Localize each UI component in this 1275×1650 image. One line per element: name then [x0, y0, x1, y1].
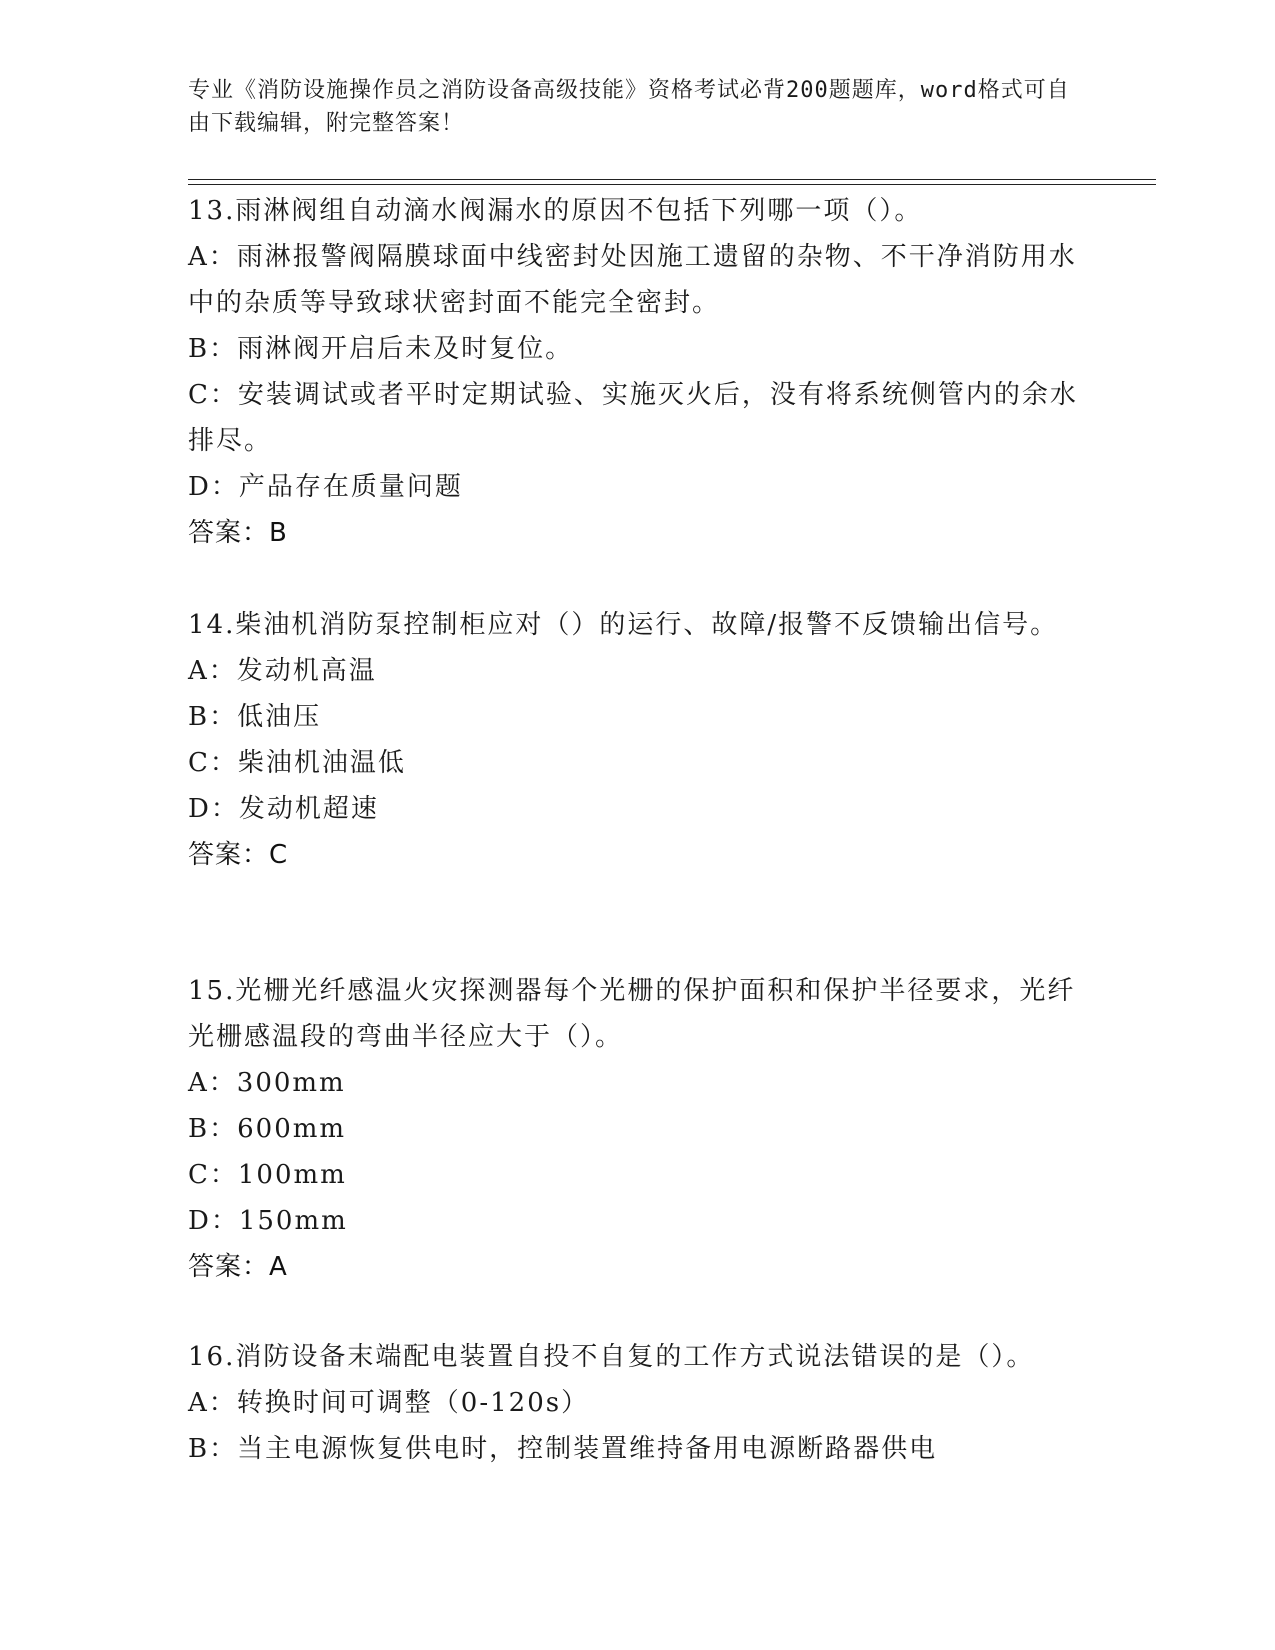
question-stem: 15.光栅光纤感温火灾探测器每个光栅的保护面积和保护半径要求，光纤光栅感温段的弯曲半径应大于（）。: [188, 976, 1076, 1052]
option-c: C：安装调试或者平时定期试验、实施灭火后，没有将系统侧管内的余水排尽。: [188, 380, 1078, 456]
option-d: D：发动机超速: [188, 794, 379, 824]
answer-label: 答案：C: [188, 840, 289, 870]
answer-label: 答案：B: [188, 518, 288, 548]
document-title: 专业《消防设施操作员之消防设备高级技能》资格考试必背200题题库，word格式可自由下载编辑，附完整答案！: [188, 78, 1070, 136]
option-b: B：雨淋阀开启后未及时复位。: [188, 334, 574, 364]
option-a: A：转换时间可调整（0-120s）: [188, 1388, 590, 1418]
option-b: B：低油压: [188, 702, 322, 732]
option-c: C：柴油机油温低: [188, 748, 406, 778]
option-a: A：雨淋报警阀隔膜球面中线密封处因施工遗留的杂物、不干净消防用水中的杂质等导致球状密封面不能完全密封。: [188, 242, 1077, 318]
option-a: A：发动机高温: [188, 656, 377, 686]
header-divider-top: [188, 179, 1156, 180]
option-b: B：当主电源恢复供电时，控制装置维持备用电源断路器供电: [188, 1434, 938, 1464]
option-b: B：600mm: [188, 1114, 347, 1144]
question-stem: 13.雨淋阀组自动滴水阀漏水的原因不包括下列哪一项（）。: [188, 196, 923, 226]
question-13: [188, 188, 1088, 556]
header-divider-bottom: [188, 184, 1156, 185]
option-d: D：产品存在质量问题: [188, 472, 463, 502]
answer-label: 答案：A: [188, 1252, 288, 1282]
option-c: C：100mm: [188, 1160, 347, 1190]
question-15: [188, 968, 1088, 1290]
question-stem: 16.消防设备末端配电装置自投不自复的工作方式说法错误的是（）。: [188, 1342, 1035, 1372]
option-d: D：150mm: [188, 1206, 348, 1236]
question-14: [188, 602, 1088, 878]
question-16: [188, 1334, 1088, 1472]
option-a: A：300mm: [188, 1068, 346, 1098]
question-stem: 14.柴油机消防泵控制柜应对（）的运行、故障/报警不反馈输出信号。: [188, 610, 1059, 640]
document-header: [188, 74, 1088, 140]
